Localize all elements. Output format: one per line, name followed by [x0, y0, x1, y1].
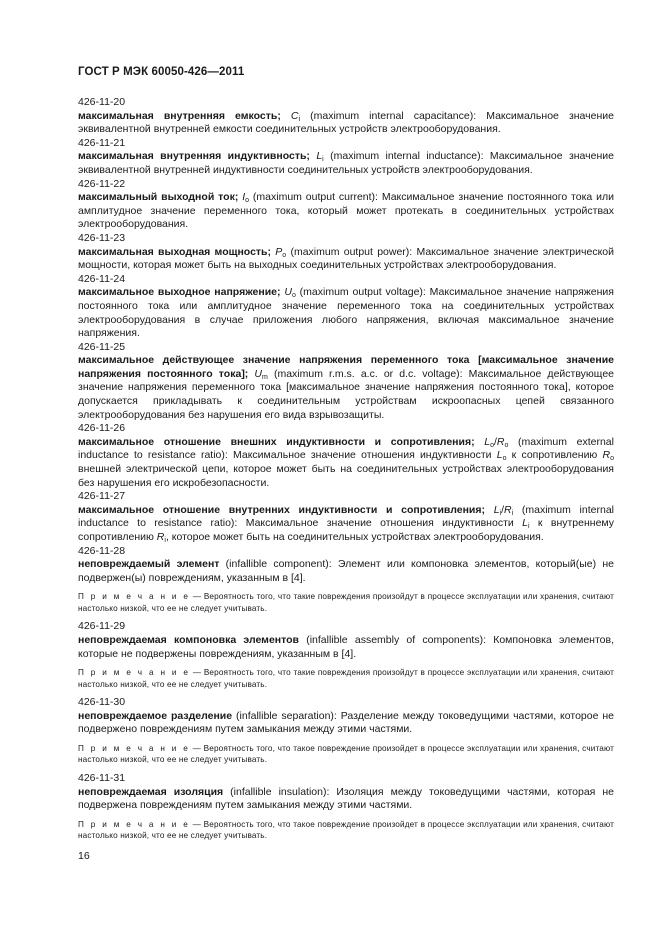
term-definition: [78, 634, 614, 661]
term-symbol-sub: o: [291, 292, 296, 300]
term-definition-text: (maximum internal inductance to resistance ratio): Максимальное значение отношения индуктивности: [78, 503, 614, 530]
term-name: неповреждаемая компоновка элементов: [78, 633, 299, 646]
term-symbol: C: [290, 109, 299, 122]
document-body: [78, 96, 614, 848]
term-definition-text: (infallible insulation): Изоляция между токоведущими частями, которая не подвержена повреждениям путем замыкания между этими частями.: [78, 785, 614, 812]
term-entry: [78, 273, 614, 341]
ratio-numerator-sub: i: [499, 509, 502, 517]
term-entry: [78, 96, 614, 137]
term-definition-text: (maximum internal capacitance): Максимальное значение эквивалентной внутренней емкости соединительных устройств электрооборудования.: [78, 109, 614, 136]
term-number: 426-11-31: [78, 771, 126, 784]
term-symbol-sub: i: [322, 156, 324, 164]
term-definition: [78, 110, 614, 137]
term-note: [78, 667, 614, 690]
term-number: 426-11-22: [78, 177, 126, 190]
term-name: максимальное действующее значение напряжения переменного тока [максимальное значение напряжения постоянного тока];: [78, 354, 614, 380]
term-definition-text: , которое может быть на соединительных устройствах электрооборудования.: [165, 531, 544, 543]
term-entry: [78, 341, 614, 423]
inline-symbol: R: [156, 531, 165, 543]
term-entry: [78, 178, 614, 232]
term-definition-text: к внутреннему сопротивлению: [78, 517, 614, 543]
term-definition-text: (maximum external inductance to resistance ratio): Максимальное значение отношения индуктивности: [78, 435, 614, 462]
ratio-denominator: R: [496, 435, 505, 448]
term-definition-text: (infallible component): Элемент или компоновка элементов, который(ые) не подвержен(ы) повреждениям, указанным в [4].: [78, 558, 614, 584]
term-note: [78, 591, 614, 614]
term-name: неповреждаемая изоляция: [78, 785, 224, 798]
term-number: 426-11-24: [78, 272, 126, 285]
term-symbol: P: [275, 245, 283, 258]
term-number: 426-11-29: [78, 620, 126, 633]
term-number: 426-11-27: [78, 490, 126, 503]
ratio-numerator: L: [484, 435, 491, 448]
term-symbol-sub: o: [245, 197, 250, 205]
term-note: [78, 743, 614, 766]
term-name: максимальный выходной ток;: [78, 191, 239, 204]
inline-symbol-sub: o: [610, 455, 614, 463]
term-definition: максимальное отношение внешних индуктивности и сопротивления; $L_o/R_o$ (maximum external inductance to resistance ratio): Максимальное значение отношения индуктивности $L_o$ к сопротивлению $R_o$ внешней электрической цепи, которое может быть на соединительных устройствах электрооборудования без нарушения его искробезопасности.: [78, 435, 614, 489]
term-definition-text: к сопротивлению: [506, 449, 603, 462]
term-number: 426-11-25: [78, 340, 126, 353]
term-definition-text: (infallible separation): Разделение между токоведущими частями, которое не подвержено повреждениям путем замыкания между этими частями.: [78, 709, 614, 736]
note-text: — Вероятность того, что такое повреждение произойдет в процессе эксплуатации или хранения, считают настолько низкой, что ее не следует учитывать.: [78, 743, 614, 765]
term-definition: [78, 786, 614, 813]
ratio-numerator: L: [493, 503, 500, 516]
term-symbol: L: [316, 150, 323, 163]
term-definition: [78, 150, 614, 177]
term-entry: [78, 232, 614, 273]
term-number: 426-11-20: [78, 96, 126, 108]
term-definition-text: (maximum output power): Максимальное значение электрической мощности, которая может быть на выходных соединительных устройствах электрооборудования.: [78, 245, 614, 272]
term-definition: [78, 354, 614, 422]
term-definition: [78, 191, 614, 232]
ratio-denominator-sub: o: [504, 441, 509, 449]
term-entry: [78, 490, 614, 544]
term-definition: [78, 558, 614, 585]
note-label: П р и м е ч а н и е: [78, 668, 191, 678]
term-entry: [78, 545, 614, 615]
ratio-denominator: R: [504, 503, 512, 516]
page-number: 16: [78, 850, 90, 862]
term-entry: [78, 422, 614, 490]
term-definition: максимальное отношение внутренних индуктивности и сопротивления; $L_i/R_i$ (maximum internal inductance to resistance ratio): Максимальное значение отношения индуктивности $L_i$ к внутреннему сопротивлению $R_i$, которое может быть на соединительных устройствах электрооборудования.: [78, 503, 614, 544]
term-name: максимальная выходная мощность;: [78, 245, 272, 258]
ratio-numerator-sub: o: [490, 441, 494, 449]
term-definition-text: (maximum output voltage): Максимальное значение напряжения постоянного тока или амплитудное значение переменного тока на соединительных устройствах электрооборудования в случае приложения любого напряжения, включая максимальное значение напряжения.: [78, 286, 614, 340]
note-text: — Вероятность того, что такие повреждения произойдут в процессе эксплуатации или хранения, считают настолько низкой, что ее не следует учитывать.: [78, 668, 614, 689]
term-definition-text: (maximum output current): Максимальное значение постоянного тока или амплитудное значение переменного тока, который может протекать в соединительных устройствах электрооборудования.: [78, 191, 614, 231]
term-symbol: U: [254, 367, 263, 380]
note-label: П р и м е ч а н и е: [78, 819, 190, 829]
inline-symbol-sub: i: [527, 523, 530, 531]
inline-symbol-sub: i: [164, 537, 166, 544]
ratio-denominator-sub: i: [511, 509, 514, 517]
note-text: — Вероятность того, что такое повреждение произойдет в процессе эксплуатации или хранения, считают настолько низкой, что ее не следует учитывать.: [78, 819, 614, 841]
term-number: 426-11-26: [78, 422, 126, 435]
term-definition-text: (maximum r.m.s. a.c. or d.c. voltage): Максимальное действующее значение напряжения переменного тока [максимальное значение напряжения постоянного тока], которое допускается прикладывать к соединительным устройствам искроопасных цепей связанного электрооборудования без нарушения его вида взрывозащиты.: [78, 367, 614, 421]
term-definition: [78, 286, 614, 340]
inline-symbol: R: [602, 449, 611, 462]
term-number: 426-11-28: [78, 544, 126, 557]
term-definition-text: (infallible assembly of components): Компоновка элементов, которые не подвержены повреждениям, указанным в [4].: [78, 633, 614, 660]
term-name: максимальная внутренняя индуктивность;: [78, 150, 310, 163]
term-number: 426-11-30: [78, 696, 126, 709]
term-definition: [78, 246, 614, 273]
note-label: П р и м е ч а н и е: [78, 743, 190, 753]
term-entry: [78, 696, 614, 766]
term-number: 426-11-21: [78, 136, 126, 149]
term-symbol: U: [284, 286, 292, 299]
term-name: максимальное отношение внутренних индуктивности и сопротивления;: [78, 503, 486, 516]
note-text: — Вероятность того, что такие повреждения произойдут в процессе эксплуатации или хранения, считают настолько низкой, что ее не следует учитывать.: [78, 592, 614, 613]
term-name: максимальное отношение внешних индуктивности и сопротивления;: [78, 435, 475, 448]
term-entry: [78, 137, 614, 178]
inline-symbol-sub: o: [502, 455, 507, 463]
term-symbol: I: [242, 191, 246, 204]
term-note: [78, 819, 614, 842]
term-name: максимальное выходное напряжение;: [78, 286, 281, 299]
term-name: максимальная внутренняя емкость;: [78, 109, 281, 122]
term-name: неповреждаемое разделение: [78, 709, 233, 722]
inline-symbol: L: [522, 517, 528, 530]
term-entry: [78, 772, 614, 842]
inline-symbol: L: [496, 449, 503, 462]
term-symbol-sub: o: [282, 251, 287, 259]
term-number: 426-11-23: [78, 231, 126, 244]
term-name: неповреждаемый элемент: [78, 558, 220, 571]
term-definition-text: (maximum internal inductance): Максимальное значение эквивалентной внутренней индуктивности соединительных устройств электрооборудования.: [78, 150, 614, 176]
term-definition: [78, 710, 614, 737]
term-symbol-sub: i: [298, 115, 301, 123]
term-symbol-sub: m: [262, 373, 268, 381]
term-definition-text: внешней электрической цепи, которое может быть на соединительных устройствах электрооборудования без нарушения его искробезопасности.: [78, 463, 614, 489]
document-header: ГОСТ Р МЭК 60050-426—2011: [78, 66, 245, 78]
term-entry: [78, 620, 614, 690]
note-label: П р и м е ч а н и е: [78, 592, 191, 602]
